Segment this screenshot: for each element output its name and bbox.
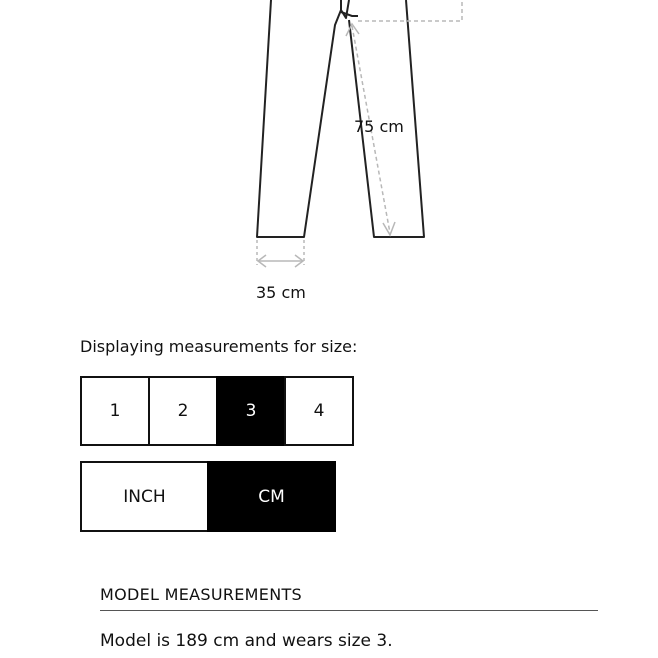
model-info-text: Model is 189 cm and wears size 3. (100, 631, 393, 651)
unit-option-cm[interactable]: CM (207, 461, 336, 532)
size-option-1[interactable]: 1 (80, 376, 150, 446)
leg-length-label: 75 cm (354, 117, 404, 136)
model-measurements-heading: MODEL MEASUREMENTS (100, 585, 598, 611)
unit-option-inch[interactable]: INCH (80, 461, 209, 532)
leg-opening-label: 35 cm (256, 283, 306, 302)
unit-selector (80, 461, 336, 532)
leg-opening-dimension (257, 240, 304, 267)
size-option-3[interactable]: 3 (216, 376, 286, 446)
size-option-4[interactable]: 4 (284, 376, 354, 446)
hip-dimension-line (358, 0, 462, 21)
size-option-2[interactable]: 2 (148, 376, 218, 446)
pants-diagram-icon (0, 0, 658, 320)
size-caption: Displaying measurements for size: (80, 337, 358, 356)
size-selector (80, 376, 354, 446)
